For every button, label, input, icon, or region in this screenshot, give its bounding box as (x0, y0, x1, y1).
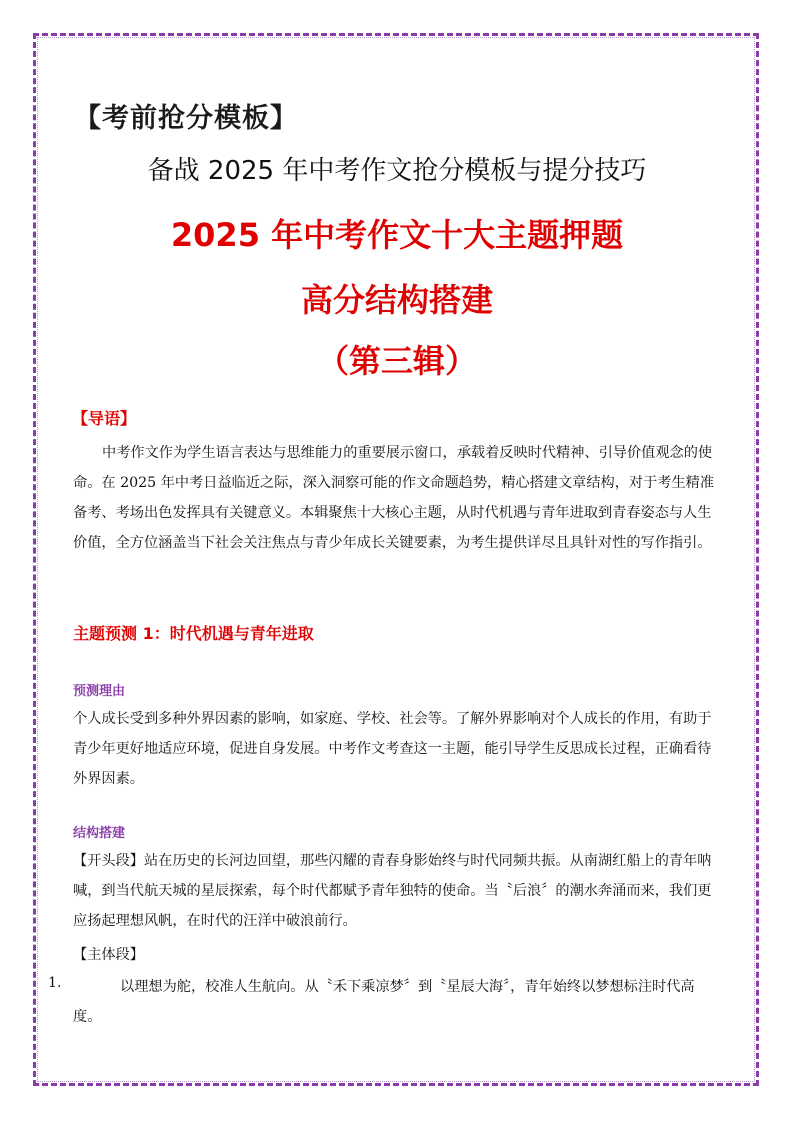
opening-paragraph: 【开头段】站在历史的长河边回望，那些闪耀的青春身影始终与时代同频共振。从南湖红船上的青年呐喊，到当代航天城的星辰探索，每个时代都赋予青年独特的使命。当〝后浪〞的潮水奔涌而来，我们更应扬起理想风帆，在时代的汪洋中破浪前行。 (73, 853, 712, 929)
doc-tag: 【考前抢分模板】 (74, 103, 298, 134)
topic-heading: 主题预测 1：时代机遇与青年进取 (73, 624, 314, 643)
intro-paragraph: 中考作文作为学生语言表达与思维能力的重要展示窗口，承载着反映时代精神、引导价值观念的使命。在 2025 年中考日益临近之际，深入洞察可能的作文命题趋势，精心搭建文章结构，对于考生精准备考、考场出色发挥具有关键意义。本辑聚焦十大核心主题，从时代机遇与青年进取到青春姿态与人生价值，全方位涵盖当下社会关注焦点与青少年成长关键要素，为考生提供详尽且具针对性的写作指引。 (73, 445, 715, 551)
list-item-text: 以理想为舵，校准人生航向。从〝禾下乘凉梦〞到〝星辰大海〞，青年始终以梦想标注时代高度。 (73, 979, 695, 1025)
list-item-number: 1. (48, 975, 62, 991)
doc-title-line1: 2025 年中考作文十大主题押题 (170, 216, 624, 254)
structure-heading: 结构搭建 (73, 826, 126, 841)
body-section-label: 【主体段】 (73, 947, 144, 963)
doc-subtitle: 备战 2025 年中考作文抢分模板与提分技巧 (147, 156, 647, 186)
reason-paragraph: 个人成长受到多种外界因素的影响，如家庭、学校、社会等。了解外界影响对个人成长的作用，有助于青少年更好地适应环境，促进自身发展。中考作文考查这一主题，能引导学生反思成长过程，正确看待外界因素。 (73, 711, 712, 787)
doc-title-line2: 高分结构搭建 (300, 281, 493, 319)
intro-heading: 【导语】 (72, 409, 137, 428)
doc-title-line3: （第三辑） (316, 342, 477, 380)
reason-heading: 预测理由 (73, 684, 126, 699)
